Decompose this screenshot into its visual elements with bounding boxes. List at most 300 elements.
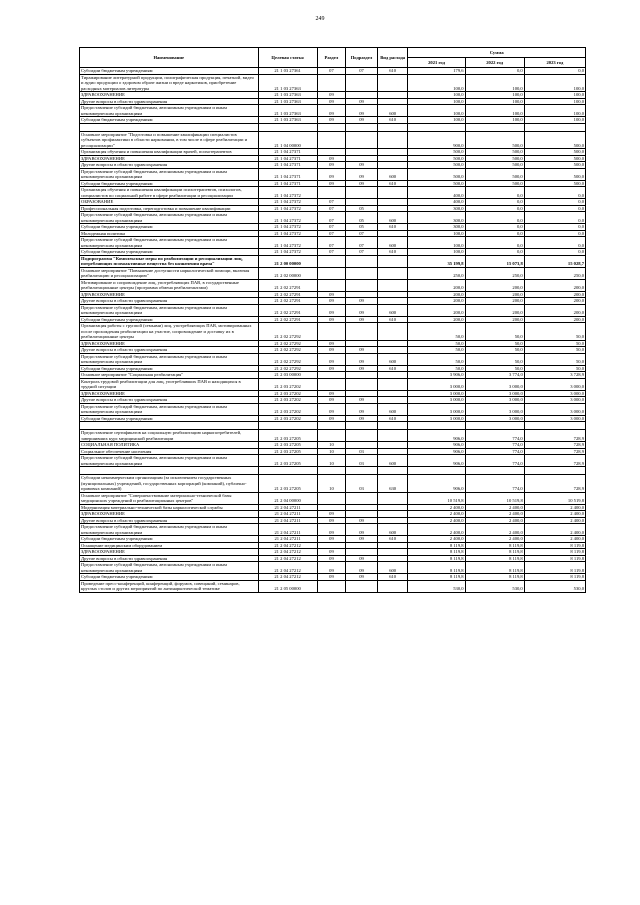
cell-expense-type: 630 <box>377 475 408 493</box>
header-code: Целевая статья <box>258 48 317 68</box>
cell-code: 21 2 04 27211 <box>258 504 317 511</box>
cell-2021: 300,0 <box>408 212 465 224</box>
cell-2021: 200,0 <box>408 279 465 291</box>
cell-2023: 200,0 <box>524 279 585 291</box>
cell-subsection: 09 <box>346 353 378 365</box>
cell-2023: 728,9 <box>524 448 585 455</box>
cell-2022: 200,0 <box>465 316 524 323</box>
cell-2022: 774,0 <box>465 448 524 455</box>
cell-code: 21 2 02 27291 <box>258 298 317 305</box>
cell-subsection: 03 <box>346 455 378 467</box>
table-row <box>80 74 586 92</box>
cell-expense-type: 600 <box>377 562 408 574</box>
cell-section: 07 <box>317 212 346 224</box>
cell-section: 07 <box>317 199 346 206</box>
table-row <box>80 378 586 390</box>
cell-2021: 100,0 <box>408 92 465 99</box>
header-sum: Сумма <box>408 48 586 58</box>
cell-code <box>258 123 317 131</box>
cell-section: 09 <box>317 168 346 180</box>
cell-2023: 50,0 <box>524 347 585 354</box>
cell-section: 09 <box>317 162 346 169</box>
cell-name: Социальное обеспечение населения <box>80 448 259 455</box>
cell-subsection <box>346 279 378 291</box>
cell-2022: 0,0 <box>465 230 524 237</box>
cell-code: 21 2 04 27211 <box>258 524 317 536</box>
cell-name: Другие вопросы в области здравоохранения <box>80 298 259 305</box>
cell-2022 <box>465 123 524 131</box>
cell-2023: 100,0 <box>524 105 585 117</box>
cell-2023: 200,0 <box>524 316 585 323</box>
cell-section <box>317 123 346 131</box>
cell-name: Молодежная политика <box>80 230 259 237</box>
cell-section: 07 <box>317 249 346 256</box>
cell-expense-type: 610 <box>377 117 408 124</box>
cell-2022: 3 000,0 <box>465 397 524 404</box>
cell-expense-type <box>377 323 408 341</box>
cell-2021: 8 119,8 <box>408 549 465 556</box>
cell-expense-type: 600 <box>377 237 408 249</box>
cell-name: Субсидии бюджетным учреждениям <box>80 117 259 124</box>
cell-2022: 774,0 <box>465 475 524 493</box>
cell-2021: 100,0 <box>408 105 465 117</box>
table-row <box>80 123 586 131</box>
cell-section: 10 <box>317 442 346 449</box>
cell-section: 10 <box>317 475 346 493</box>
cell-section: 07 <box>317 237 346 249</box>
table-row <box>80 212 586 224</box>
cell-section <box>317 580 346 592</box>
cell-2021: 500,0 <box>408 155 465 162</box>
cell-expense-type: 610 <box>377 536 408 543</box>
cell-2021: 300,0 <box>408 205 465 212</box>
cell-2022: 0,0 <box>465 68 524 75</box>
cell-code: 21 2 02 27291 <box>258 316 317 323</box>
cell-2021: 250,0 <box>408 267 465 279</box>
cell-2023 <box>524 422 585 430</box>
cell-2023: 8 119,8 <box>524 555 585 562</box>
cell-expense-type: 610 <box>377 365 408 372</box>
table-row <box>80 430 586 442</box>
cell-2021: 35 199,8 <box>408 255 465 267</box>
cell-section: 07 <box>317 230 346 237</box>
cell-subsection: 09 <box>346 105 378 117</box>
cell-expense-type <box>377 378 408 390</box>
cell-name: ЗДРАВООХРАНЕНИЕ <box>80 549 259 556</box>
cell-2023: 100,0 <box>524 92 585 99</box>
cell-2021: 530,0 <box>408 580 465 592</box>
cell-2021: 906,0 <box>408 430 465 442</box>
cell-2022: 500,0 <box>465 168 524 180</box>
table-row <box>80 304 586 316</box>
cell-code: 21 2 04 27212 <box>258 574 317 581</box>
cell-name: Предоставление субсидий бюджетным, автономным учреждениям и иным некоммерческим организациям <box>80 353 259 365</box>
cell-2021: 50,0 <box>408 365 465 372</box>
cell-code: 21 1 03 27363 <box>258 105 317 117</box>
cell-section: 09 <box>317 415 346 422</box>
cell-code: 21 1 04 27371 <box>258 155 317 162</box>
cell-2021 <box>408 123 465 131</box>
cell-subsection: 09 <box>346 415 378 422</box>
table-row <box>80 580 586 592</box>
cell-name <box>80 422 259 430</box>
cell-2023: 500,0 <box>524 168 585 180</box>
cell-subsection <box>346 422 378 430</box>
cell-subsection: 07 <box>346 237 378 249</box>
cell-2021: 50,0 <box>408 353 465 365</box>
cell-expense-type: 610 <box>377 316 408 323</box>
cell-expense-type <box>377 255 408 267</box>
cell-section: 09 <box>317 298 346 305</box>
cell-name: ЗДРАВООХРАНЕНИЕ <box>80 291 259 298</box>
cell-2022: 2 400,0 <box>465 524 524 536</box>
cell-code: 21 2 02 27292 <box>258 347 317 354</box>
cell-2021: 906,0 <box>408 475 465 493</box>
cell-name: ЗДРАВООХРАНЕНИЕ <box>80 511 259 518</box>
cell-subsection: 09 <box>346 298 378 305</box>
table-row <box>80 403 586 415</box>
cell-code: 21 2 03 27202 <box>258 390 317 397</box>
cell-subsection: 09 <box>346 365 378 372</box>
cell-section <box>317 323 346 341</box>
cell-2021: 100,0 <box>408 98 465 105</box>
cell-name: Основное мероприятие "Совершенствование материально-технической базы медицинских учреждений и реабилитационных центров" <box>80 492 259 504</box>
cell-name: Предоставление субсидий бюджетным, автономным учреждениям и иным некоммерческим организациям <box>80 237 259 249</box>
cell-code: 21 1 04 27372 <box>258 199 317 206</box>
cell-expense-type <box>377 187 408 199</box>
cell-2021: 10 519,8 <box>408 492 465 504</box>
cell-expense-type: 610 <box>377 415 408 422</box>
cell-subsection: 07 <box>346 249 378 256</box>
cell-section: 09 <box>317 562 346 574</box>
cell-section <box>317 267 346 279</box>
header-year-2022: 2022 год <box>465 58 524 68</box>
table-row <box>80 255 586 267</box>
cell-name: Основное мероприятие "Повышение доступности наркологической помощи, включая реабилитацию и ресоциализацию" <box>80 267 259 279</box>
cell-code: 21 1 04 27371 <box>258 168 317 180</box>
cell-section: 10 <box>317 448 346 455</box>
cell-2021: 300,0 <box>408 224 465 231</box>
cell-2023: 8 119,8 <box>524 562 585 574</box>
cell-code: 21 1 03 27363 <box>258 74 317 92</box>
cell-2022: 3 000,0 <box>465 390 524 397</box>
cell-2023: 3 728,9 <box>524 372 585 379</box>
cell-2023: 3 000,0 <box>524 403 585 415</box>
cell-2021: 500,0 <box>408 162 465 169</box>
cell-2021: 200,0 <box>408 304 465 316</box>
cell-subsection <box>346 323 378 341</box>
cell-2022: 250,0 <box>465 267 524 279</box>
cell-2023: 8 119,8 <box>524 574 585 581</box>
cell-section: 10 <box>317 455 346 467</box>
cell-2023: 200,0 <box>524 298 585 305</box>
cell-expense-type <box>377 123 408 131</box>
table-row <box>80 397 586 404</box>
cell-name: Предоставление субсидий бюджетным, автономным учреждениям и иным некоммерческим организациям <box>80 403 259 415</box>
cell-2023: 0,0 <box>524 249 585 256</box>
cell-2021: 900,0 <box>408 131 465 149</box>
cell-section <box>317 74 346 92</box>
cell-2022: 0,0 <box>465 187 524 199</box>
cell-section <box>317 492 346 504</box>
cell-expense-type <box>377 279 408 291</box>
cell-subsection <box>346 267 378 279</box>
cell-section <box>317 467 346 475</box>
cell-code: 21 2 03 27205 <box>258 442 317 449</box>
cell-name: ЗДРАВООХРАНЕНИЕ <box>80 155 259 162</box>
cell-code <box>258 467 317 475</box>
cell-2023 <box>524 467 585 475</box>
cell-2021: 906,0 <box>408 448 465 455</box>
cell-expense-type <box>377 430 408 442</box>
cell-code: 21 2 02 27292 <box>258 365 317 372</box>
cell-section: 09 <box>317 549 346 556</box>
cell-section: 09 <box>317 155 346 162</box>
cell-2021: 179,6 <box>408 68 465 75</box>
cell-code: 21 2 04 27211 <box>258 517 317 524</box>
cell-code: 21 1 04 27372 <box>258 224 317 231</box>
cell-code: 21 2 03 27205 <box>258 430 317 442</box>
cell-2022: 774,0 <box>465 455 524 467</box>
cell-subsection <box>346 580 378 592</box>
cell-section: 09 <box>317 517 346 524</box>
cell-name: Профессиональная подготовка, переподготовка и повышение квалификации <box>80 205 259 212</box>
cell-name: Контроль трудовой реабилитации для лиц, употреблявших ПАВ и находящихся в трудной ситуации <box>80 378 259 390</box>
cell-section: 09 <box>317 397 346 404</box>
cell-2023: 0,0 <box>524 187 585 199</box>
cell-expense-type: 610 <box>377 224 408 231</box>
cell-name: Субсидии бюджетным учреждениям <box>80 68 259 75</box>
cell-name: Субсидии бюджетным учреждениям <box>80 415 259 422</box>
cell-subsection: 09 <box>346 347 378 354</box>
cell-code: 21 2 03 27205 <box>258 455 317 467</box>
cell-section <box>317 187 346 199</box>
cell-code: 21 2 04 27211 <box>258 511 317 518</box>
cell-2022 <box>465 467 524 475</box>
cell-2022: 0,0 <box>465 249 524 256</box>
cell-2023 <box>524 123 585 131</box>
cell-2023: 530,0 <box>524 580 585 592</box>
cell-2022: 200,0 <box>465 304 524 316</box>
cell-2023: 2 400,0 <box>524 536 585 543</box>
cell-subsection: 07 <box>346 230 378 237</box>
table-header <box>80 48 586 68</box>
cell-2021: 8 119,8 <box>408 542 465 549</box>
cell-2021: 3 000,0 <box>408 403 465 415</box>
cell-2021: 100,0 <box>408 237 465 249</box>
cell-name: Другие вопросы в области здравоохранения <box>80 98 259 105</box>
cell-2023: 200,0 <box>524 304 585 316</box>
cell-2022: 774,0 <box>465 442 524 449</box>
cell-2022: 100,0 <box>465 74 524 92</box>
header-year-2021: 2021 год <box>408 58 465 68</box>
table-row <box>80 237 586 249</box>
cell-section: 09 <box>317 316 346 323</box>
cell-section: 09 <box>317 536 346 543</box>
table-row <box>80 492 586 504</box>
cell-subsection <box>346 131 378 149</box>
cell-2021: 3 000,0 <box>408 397 465 404</box>
cell-expense-type: 600 <box>377 212 408 224</box>
cell-2022: 3 000,0 <box>465 415 524 422</box>
cell-2021: 200,0 <box>408 291 465 298</box>
cell-expense-type: 600 <box>377 455 408 467</box>
table-row <box>80 187 586 199</box>
cell-code: 21 2 02 27292 <box>258 323 317 341</box>
cell-code: 21 1 04 27372 <box>258 249 317 256</box>
cell-expense-type: 610 <box>377 574 408 581</box>
cell-section: 09 <box>317 574 346 581</box>
cell-2022: 2 400,0 <box>465 536 524 543</box>
cell-section <box>317 378 346 390</box>
cell-code: 21 2 04 27212 <box>258 562 317 574</box>
cell-2023: 0,0 <box>524 68 585 75</box>
cell-2022: 500,0 <box>465 162 524 169</box>
cell-section: 09 <box>317 390 346 397</box>
cell-subsection: 03 <box>346 475 378 493</box>
cell-subsection: 07 <box>346 68 378 75</box>
cell-2022: 3 000,0 <box>465 403 524 415</box>
cell-name: Мотивирование и сопровождение лиц, употребляющих ПАВ, в государственные реабилитационные центры (программа обмена реабилитантами) <box>80 279 259 291</box>
cell-2021: 400,0 <box>408 187 465 199</box>
cell-subsection: 09 <box>346 168 378 180</box>
cell-2021: 2 400,0 <box>408 536 465 543</box>
header-expense-type: Вид расхода <box>377 48 408 68</box>
cell-2021: 500,0 <box>408 180 465 187</box>
cell-2022: 200,0 <box>465 291 524 298</box>
cell-expense-type: 610 <box>377 180 408 187</box>
cell-2021: 2 400,0 <box>408 524 465 536</box>
cell-2022: 0,0 <box>465 199 524 206</box>
cell-name: Другие вопросы в области здравоохранения <box>80 397 259 404</box>
cell-2023: 3 000,0 <box>524 397 585 404</box>
cell-expense-type: 610 <box>377 249 408 256</box>
cell-2022: 200,0 <box>465 279 524 291</box>
cell-code: 21 2 03 27202 <box>258 403 317 415</box>
table-row <box>80 168 586 180</box>
cell-section: 09 <box>317 555 346 562</box>
cell-name: Предоставление субсидий бюджетным, автономным учреждениям и иным некоммерческим организациям <box>80 455 259 467</box>
cell-2023: 0,0 <box>524 230 585 237</box>
cell-2023: 500,0 <box>524 180 585 187</box>
header-section: Раздел <box>317 48 346 68</box>
cell-2023: 50,0 <box>524 365 585 372</box>
cell-2023: 8 119,8 <box>524 549 585 556</box>
cell-subsection <box>346 378 378 390</box>
cell-code: 21 2 03 27205 <box>258 475 317 493</box>
cell-code: 21 1 04 27371 <box>258 180 317 187</box>
cell-2023: 100,0 <box>524 74 585 92</box>
cell-section: 09 <box>317 340 346 347</box>
cell-2021: 50,0 <box>408 347 465 354</box>
cell-expense-type <box>377 131 408 149</box>
cell-2022: 8 119,8 <box>465 555 524 562</box>
table-row <box>80 455 586 467</box>
cell-2022: 3 774,0 <box>465 372 524 379</box>
table-row <box>80 131 586 149</box>
cell-code: 21 1 04 27371 <box>258 149 317 156</box>
cell-2022: 100,0 <box>465 98 524 105</box>
cell-subsection: 09 <box>346 117 378 124</box>
cell-section: 07 <box>317 224 346 231</box>
cell-2022: 774,0 <box>465 430 524 442</box>
cell-name: Проведение пресс-конференций, конференций, форумов, совещаний, семинаров, круглых столов и других мероприятий по антинаркотической тематике <box>80 580 259 592</box>
cell-2021: 2 400,0 <box>408 511 465 518</box>
cell-code: 21 1 03 27361 <box>258 68 317 75</box>
budget-table <box>79 47 586 593</box>
cell-code: 21 2 04 27211 <box>258 536 317 543</box>
cell-2022: 50,0 <box>465 347 524 354</box>
cell-name: Предоставление субсидий бюджетным, автономным учреждениям и иным некоммерческим организациям <box>80 212 259 224</box>
cell-name: Субсидии бюджетным учреждениям <box>80 180 259 187</box>
cell-2021: 100,0 <box>408 117 465 124</box>
cell-2021: 100,0 <box>408 249 465 256</box>
cell-2023: 0,0 <box>524 199 585 206</box>
cell-code: 21 2 04 27212 <box>258 555 317 562</box>
table-row <box>80 279 586 291</box>
cell-2023: 50,0 <box>524 323 585 341</box>
cell-subsection: 09 <box>346 574 378 581</box>
cell-expense-type <box>377 580 408 592</box>
cell-2021: 8 119,8 <box>408 574 465 581</box>
cell-expense-type: 600 <box>377 168 408 180</box>
cell-expense-type: 600 <box>377 524 408 536</box>
cell-code: 21 1 03 27363 <box>258 92 317 99</box>
cell-2022: 0,0 <box>465 224 524 231</box>
cell-2021: 100,0 <box>408 74 465 92</box>
cell-2022: 0,0 <box>465 237 524 249</box>
cell-name: Основное мероприятие "Подготовка и повышение квалификации специалистов субъектов профилактики в области наркомании, в том числе в сфере реабилитации и ресоциализации" <box>80 131 259 149</box>
cell-name: Предоставление субсидий бюджетным, автономным учреждениям и иным некоммерческим организациям <box>80 304 259 316</box>
cell-code: 21 2 02 27291 <box>258 304 317 316</box>
cell-2022: 15 073,8 <box>465 255 524 267</box>
cell-subsection <box>346 430 378 442</box>
cell-section <box>317 422 346 430</box>
cell-2021: 3 906,0 <box>408 372 465 379</box>
table-row <box>80 555 586 562</box>
cell-section: 09 <box>317 353 346 365</box>
table-row <box>80 105 586 117</box>
cell-2022: 50,0 <box>465 353 524 365</box>
cell-2021: 8 119,8 <box>408 562 465 574</box>
cell-2021: 200,0 <box>408 316 465 323</box>
cell-2021: 200,0 <box>408 298 465 305</box>
table-row <box>80 562 586 574</box>
cell-2022: 100,0 <box>465 92 524 99</box>
cell-section <box>317 255 346 267</box>
cell-name: Субсидии бюджетным учреждениям <box>80 536 259 543</box>
cell-name: Модернизация материально-технической базы наркологической службы <box>80 504 259 511</box>
cell-section: 09 <box>317 92 346 99</box>
cell-2021: 3 000,0 <box>408 390 465 397</box>
cell-name <box>80 467 259 475</box>
cell-code: 21 1 04 27372 <box>258 237 317 249</box>
cell-name: Другие вопросы в области здравоохранения <box>80 555 259 562</box>
cell-section: 09 <box>317 180 346 187</box>
cell-2021: 500,0 <box>408 149 465 156</box>
cell-subsection: 03 <box>346 448 378 455</box>
cell-2023: 500,0 <box>524 131 585 149</box>
cell-code: 21 2 02 27291 <box>258 291 317 298</box>
cell-2022: 10 519,8 <box>465 492 524 504</box>
cell-2021: 2 400,0 <box>408 504 465 511</box>
cell-2021 <box>408 467 465 475</box>
cell-2021 <box>408 422 465 430</box>
cell-2023: 0,0 <box>524 205 585 212</box>
cell-code: 21 2 03 27202 <box>258 397 317 404</box>
cell-2022: 8 119,8 <box>465 542 524 549</box>
cell-name <box>80 123 259 131</box>
